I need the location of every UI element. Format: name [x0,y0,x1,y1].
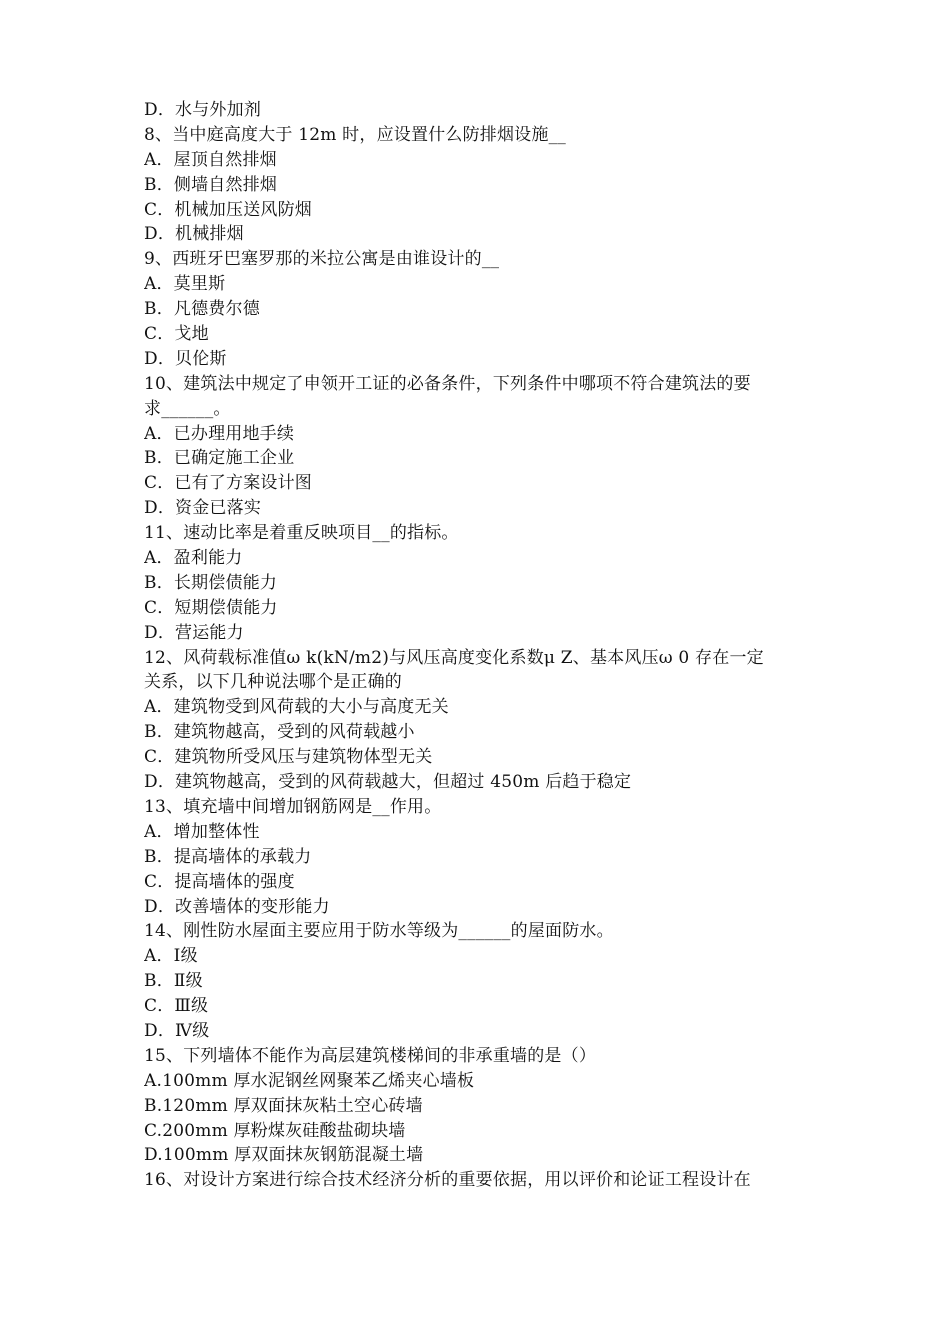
question-line: 10、建筑法中规定了申领开工证的必备条件，下列条件中哪项不符合建筑法的要 [144,373,751,394]
option-line: B．Ⅱ级 [144,971,203,992]
option-line: B．凡德费尔德 [144,299,260,320]
option-line: A．屋顶自然排烟 [144,149,277,170]
option-line: B．长期偿债能力 [144,572,278,593]
option-line: C．提高墙体的强度 [144,871,295,892]
question-line: 11、速动比率是着重反映项目__的指标。 [144,523,459,544]
question-line: 12、风荷载标准值ω k(kN/m2)与风压高度变化系数μ Z、基本风压ω 0 存在一定 [144,647,764,668]
option-line: C．短期偿债能力 [144,597,278,618]
option-line: A.100mm 厚水泥钢丝网聚苯乙烯夹心墙板 [144,1070,475,1091]
option-line: C.200mm 厚粉煤灰硅酸盐砌块墙 [144,1120,406,1141]
question-line-continued: 关系，以下几种说法哪个是正确的 [144,672,402,693]
option-line: D．营运能力 [144,622,244,643]
option-line: B．侧墙自然排烟 [144,174,278,195]
option-line: C．Ⅲ级 [144,996,209,1017]
option-line: C．已有了方案设计图 [144,473,313,494]
option-line: A．盈利能力 [144,548,243,569]
option-line: A．建筑物受到风荷载的大小与高度无关 [144,697,449,718]
option-line: D．建筑物越高，受到的风荷载越大，但超过 450m 后趋于稳定 [144,772,632,793]
option-line: A．增加整体性 [144,821,260,842]
question-line: 13、填充墙中间增加钢筋网是__作用。 [144,796,442,817]
document-body [144,98,816,1193]
option-line: A．Ⅰ级 [144,946,198,967]
option-line: B．已确定施工企业 [144,448,295,469]
option-line: D．水与外加剂 [144,100,262,120]
question-line: 15、下列墙体不能作为高层建筑楼梯间的非承重墙的是（） [144,1045,597,1066]
option-line: B．建筑物越高，受到的风荷载越小 [144,722,415,743]
question-line: 9、西班牙巴塞罗那的米拉公寓是由谁设计的__ [144,249,500,270]
option-line: D．资金已落实 [144,498,262,519]
option-line: C．建筑物所受风压与建筑物体型无关 [144,747,433,768]
option-line: A．莫里斯 [144,274,226,295]
question-line-continued: 求______。 [144,398,231,419]
option-line: B.120mm 厚双面抹灰粘土空心砖墙 [144,1095,423,1116]
option-line: A．已办理用地手续 [144,423,295,444]
option-line: C．机械加压送风防烟 [144,199,313,220]
option-line: D.100mm 厚双面抹灰钢筋混凝土墙 [144,1145,424,1166]
option-line: B．提高墙体的承载力 [144,846,312,867]
option-line: C．戈地 [144,324,209,345]
option-line: D．Ⅳ级 [144,1020,210,1041]
question-line: 8、当中庭高度大于 12m 时，应设置什么防排烟设施__ [144,124,566,145]
option-line: D．机械排烟 [144,224,244,245]
option-line: D．改善墙体的变形能力 [144,896,330,917]
option-line: D．贝伦斯 [144,348,227,369]
question-line: 16、对设计方案进行综合技术经济分析的重要依据，用以评价和论证工程设计在 [144,1170,751,1191]
question-line: 14、刚性防水屋面主要应用于防水等级为______的屋面防水。 [144,921,614,942]
